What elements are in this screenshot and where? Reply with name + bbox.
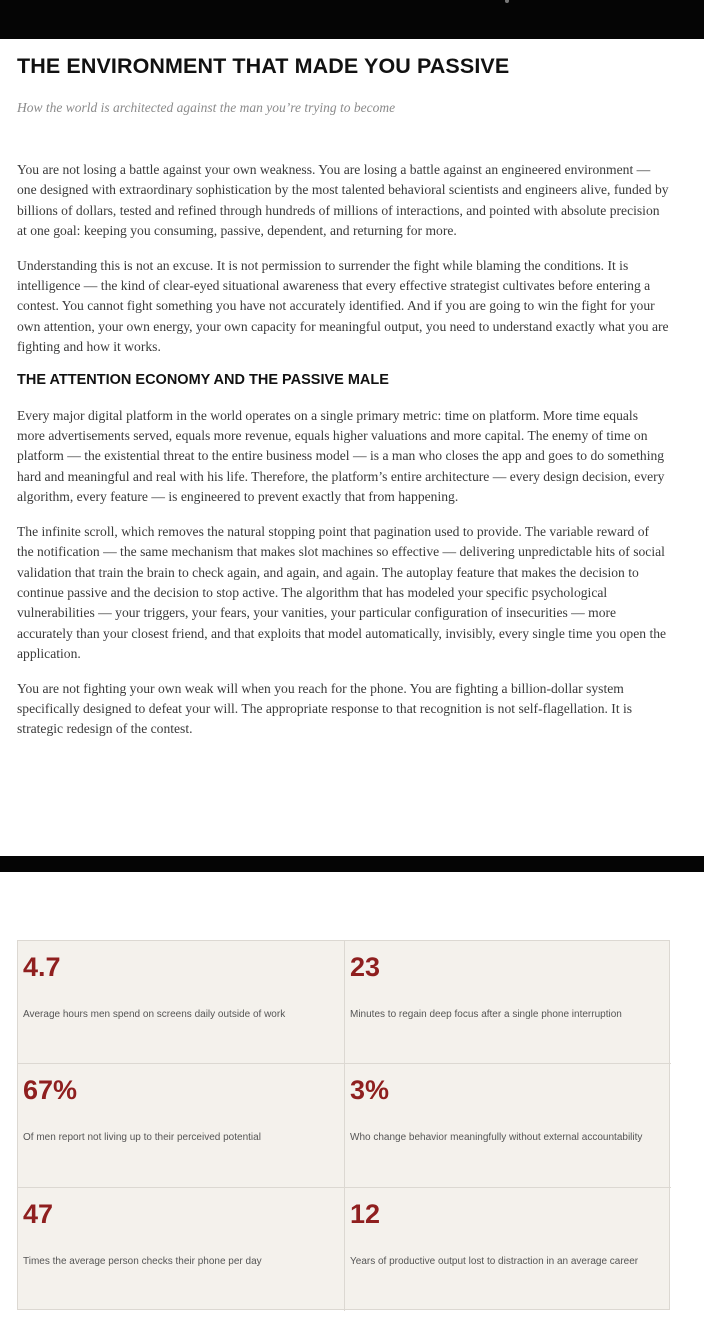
stat-label: Who change behavior meaningfully without external accountability bbox=[350, 1132, 643, 1143]
page-title: THE ENVIRONMENT THAT MADE YOU PASSIVE bbox=[17, 54, 510, 78]
article bbox=[17, 52, 669, 740]
top-black-bar bbox=[0, 0, 704, 39]
section-paragraph-3: You are not fighting your own weak will when you reach for the phone. You are fighting a billion-dollar system specifically designed to defeat your will. The appropriate response to that recognition is not self-flagellation. It is strategic redesign of the contest. bbox=[17, 680, 633, 737]
stat-card bbox=[345, 1188, 671, 1311]
stat-value: 23 bbox=[350, 952, 381, 982]
stat-value: 67% bbox=[23, 1075, 78, 1105]
stat-card bbox=[345, 941, 671, 1064]
stat-label: Minutes to regain deep focus after a single phone interruption bbox=[350, 1009, 622, 1020]
stats-grid bbox=[17, 940, 670, 1310]
stat-label: Average hours men spend on screens daily outside of work bbox=[23, 1009, 286, 1020]
top-bar-mark bbox=[505, 0, 509, 3]
section-divider-bar bbox=[0, 856, 704, 872]
paragraph-1: You are not losing a battle against your own weakness. You are losing a battle against an engineered environment — one designed with extraordinary sophistication by the most talented behavioral scientists and engineers alive, funded by billions of dollars, tested and refined through hundreds of millions of interactions, and pointed with absolute precision at one goal: keeping you consuming, passive, dependent, and returning for more. bbox=[17, 162, 669, 239]
stat-card bbox=[18, 941, 345, 1064]
stat-value: 47 bbox=[23, 1199, 54, 1229]
section-paragraph-1: Every major digital platform in the world operates on a single primary metric: time on platform. More time equals more advertisements served, equals more revenue, equals higher valuations and more capital. The enemy of time on platform — the existential threat to the entire business model — is a man who closes the app and goes to do something hard and meaningful and real with his life. Therefore, the platform’s entire architecture — every design decision, every algorithm, every feature — is engineered to prevent exactly that from happening. bbox=[17, 407, 665, 505]
section-paragraph-2: The infinite scroll, which removes the natural stopping point that pagination used to provide. The variable reward of the notification — the same mechanism that makes slot machines so effective — delivering unpredictable hits of social validation that train the brain to check again, and again, and again. The autoplay feature that makes the decision to continue passive and the decision to stop active. The algorithm that has modeled your specific psychological vulnerabilities — your triggers, your fears, your vanities, your particular configuration of insecurities — more accurately than your closest friend, and that exploits that model automatically, invisibly, every single time you open the application. bbox=[17, 523, 667, 662]
stat-value: 3% bbox=[350, 1075, 390, 1105]
stat-label: Times the average person checks their phone per day bbox=[23, 1256, 262, 1267]
stat-card bbox=[18, 1188, 345, 1311]
section-heading: THE ATTENTION ECONOMY AND THE PASSIVE MALE bbox=[17, 371, 389, 388]
page-subtitle: How the world is architected against the man you’re trying to become bbox=[17, 100, 396, 115]
stat-label: Of men report not living up to their perceived potential bbox=[23, 1132, 261, 1143]
stat-card bbox=[345, 1064, 671, 1188]
paragraph-2: Understanding this is not an excuse. It is not permission to surrender the fight while blaming the conditions. It is intelligence — the kind of clear-eyed situational awareness that every effective strategist cultivates before entering a contest. You cannot fight something you have not accurately identified. And if you are going to win the fight for your own attention, your own energy, your own capacity for meaningful output, you need to understand exactly what you are fighting and how it works. bbox=[17, 257, 669, 355]
stat-label: Years of productive output lost to distraction in an average career bbox=[350, 1256, 639, 1267]
stat-value: 12 bbox=[350, 1199, 381, 1229]
stat-value: 4.7 bbox=[23, 952, 61, 982]
stat-card bbox=[18, 1064, 345, 1188]
